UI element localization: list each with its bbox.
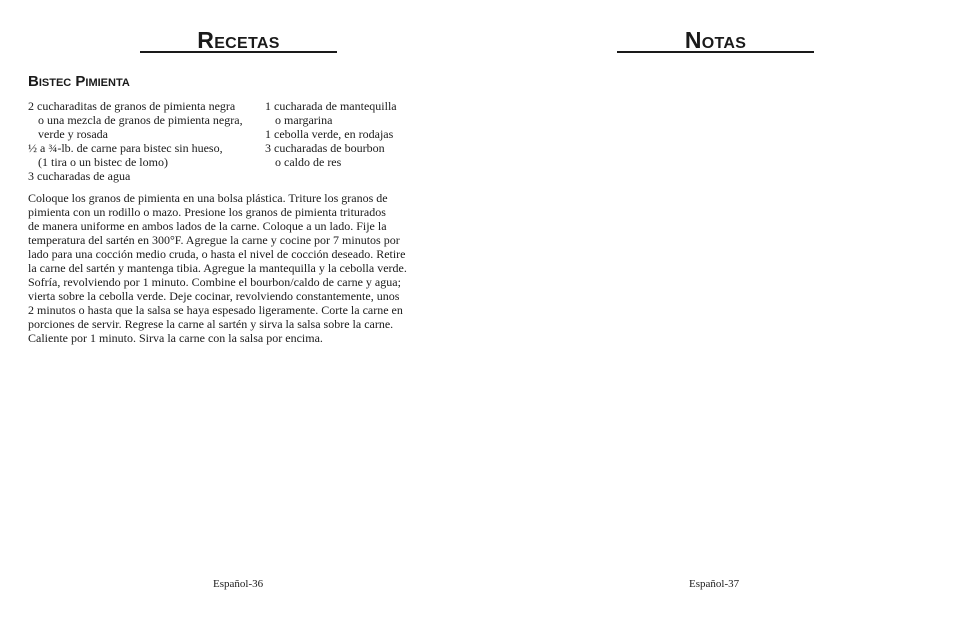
instruction-line: vierta sobre la cebolla verde. Deje cocinar, revolviendo constantemente, unos (28, 289, 400, 303)
ingredient-line: 1 cebolla verde, en rodajas (265, 127, 394, 141)
ingredients-column-right (265, 99, 465, 169)
ingredient-line: ½ a ¾-lb. de carne para bistec sin hueso, (28, 141, 223, 155)
ingredient-line: o margarina (275, 113, 333, 127)
page-number-right: Español-37 (689, 578, 740, 590)
ingredient-line: (1 tira o un bistec de lomo) (38, 155, 168, 169)
instruction-line: de manera uniforme en ambos lados de la carne. Coloque a un lado. Fije la (28, 219, 387, 233)
page-number-left: Español-36 (213, 578, 264, 590)
ingredient-line: 3 cucharadas de bourbon (265, 141, 385, 155)
instruction-line: porciones de servir. Regrese la carne al sartén y sirva la salsa sobre la carne. (28, 317, 394, 331)
instruction-line: Caliente por 1 minuto. Sirva la carne con la salsa por encima. (28, 331, 323, 345)
ingredient-line: 2 cucharaditas de granos de pimienta negra (28, 99, 236, 113)
right-page (477, 0, 954, 618)
instruction-line: la carne del sartén y mantenga tibia. Agregue la mantequilla y la cebolla verde. (28, 261, 407, 275)
ingredient-line: 3 cucharadas de agua (28, 169, 131, 183)
instruction-line: lado para una cocción medio cruda, o hasta el nivel de cocción deseado. Retire (28, 247, 406, 261)
instruction-line: pimienta con un rodillo o mazo. Presione los granos de pimienta triturados (28, 205, 386, 219)
section-title-underline (140, 51, 337, 53)
ingredient-line: verde y rosada (38, 127, 108, 141)
ingredients-column-left (28, 99, 263, 183)
ingredient-line: 1 cucharada de mantequilla (265, 99, 397, 113)
recipe-instructions (28, 191, 448, 345)
instruction-line: Coloque los granos de pimienta en una bolsa plástica. Triture los granos de (28, 191, 388, 205)
instruction-line: Sofría, revolviendo por 1 minuto. Combine el bourbon/caldo de carne y agua; (28, 275, 401, 289)
section-title-recetas: Recetas (197, 27, 280, 53)
instruction-line: 2 minutos o hasta que la salsa se haya espesado ligeramente. Corte la carne en (28, 303, 403, 317)
instruction-line: temperatura del sartén en 300°F. Agregue la carne y cocine por 7 minutos por (28, 233, 400, 247)
ingredient-line: o caldo de res (275, 155, 342, 169)
section-title-notas: Notas (684, 27, 747, 53)
recipe-title: Bistec Pimienta (28, 73, 130, 90)
ingredient-line: o una mezcla de granos de pimienta negra, (38, 113, 243, 127)
section-title-underline-notas (617, 51, 814, 53)
